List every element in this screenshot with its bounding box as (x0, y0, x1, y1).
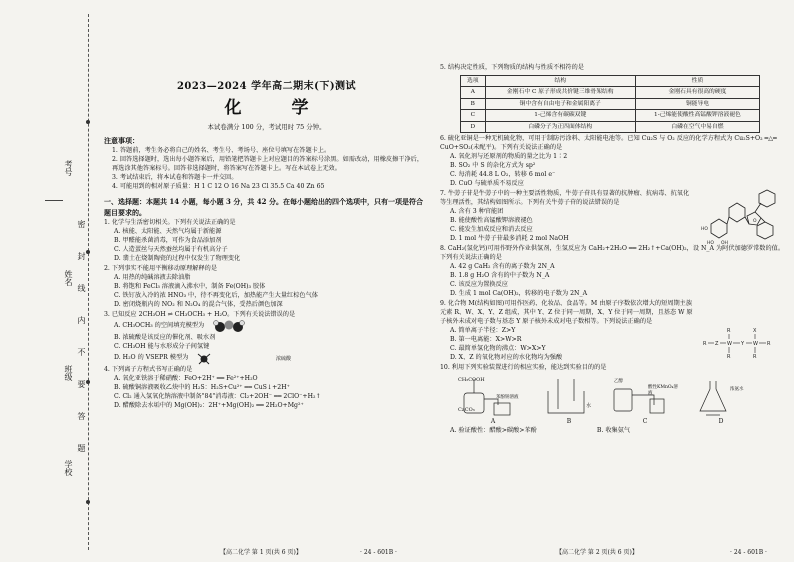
svg-text:HO: HO (707, 240, 714, 246)
ethanol-label: 乙醇 (614, 378, 623, 384)
option: A. 含有 3 种官能团 (450, 207, 504, 215)
apparatus-d (686, 375, 756, 427)
ch3cooh-label: CH₃COOH (458, 376, 485, 383)
space-filling-model-icon (212, 320, 246, 333)
option: B. 甲醛能杀菌消毒，可作为食品添加剂 (114, 236, 222, 244)
option: C. 该反应为置换反应 (450, 280, 508, 288)
seal-dot (86, 250, 90, 254)
option-row (440, 427, 785, 436)
table-row (461, 110, 760, 121)
seal-dot (86, 500, 90, 504)
seal-dot (86, 380, 90, 384)
option: A. 氧化亚铁溶于稀硝酸：FeO+2H⁺ ══ Fe²⁺+H₂O (114, 374, 258, 382)
option: A. 用热的纯碱溶液去除油脂 (114, 273, 191, 281)
right-column (440, 64, 785, 436)
subject-title: 化 学 (224, 97, 331, 118)
phenol-label: 苯酚钠溶液 (496, 394, 519, 400)
exam-no-label: 考号 (64, 160, 73, 176)
question-stem: 7. 牛蒡子苷是牛蒡子中的一种主要活性物质，牛蒡子苷具有显著的抗肿瘤、抗病毒、抗氧化等生理活性，其结构如图所示。下列有关牛蒡子苷的说法错误的是 (440, 189, 690, 206)
option: C. Cl₂ 通入氢氧化钠溶液中制备"84"消毒液：Cl₂+2OH⁻ ══ 2ClO⁻+H₂↑ (114, 392, 321, 400)
option: C. 最简单氢化物的沸点：W>X>Y (450, 344, 546, 352)
nh3-label: 浓氨水 (730, 386, 744, 392)
option: B. 收集氨气 (596, 426, 631, 434)
notes-item: 1. 答题前，考生务必将自己的姓名、考生号、考场号、座位号填写在答题卡上。 (112, 146, 331, 154)
option: A. 氧化剂与还原剂的物质的量之比为 1∶2 (450, 152, 568, 160)
structure-table (460, 75, 760, 133)
question-8 (440, 245, 785, 299)
option: A. 验证酸性：醋酸>碳酸>苯酚 (450, 426, 537, 434)
question-stem: 9. 化合物 M(结构如图)可用作医药、化妆品、食品等。M 由原子序数依次增大的短周期主族元素 R、W、X、Y、Z 组成，其中 Y、Z 位于同一周期，X、Y 位于同一周期，且基态 W 原子核外未成对电子数与基态 Y 原子核外未成对电子数相等。下列说法正确的是 (440, 299, 693, 325)
apparatus-c (610, 375, 680, 427)
beaker-icon (534, 375, 604, 419)
question-7 (440, 190, 785, 244)
question-stem: 5. 结构决定性质，下列物质的结构与性质不相符的是 (440, 64, 584, 71)
question-1 (104, 219, 429, 264)
option: D. 翡土在烧制陶瓷的过程中仅发生了物理变化 (114, 254, 241, 262)
question-stem: 1. 化学与生活密切相关。下列有关说法正确的是 (104, 218, 236, 226)
table-cell: A (461, 87, 486, 98)
footer-right-code: · 24 - 601B · (730, 549, 767, 556)
table-row (461, 121, 760, 132)
apparatus-c-label: C (642, 417, 648, 425)
footer-left-code: · 24 - 601B · (360, 549, 397, 556)
question-5 (440, 64, 785, 133)
notes-item: 2. 回答选择题时，选出每小题答案后，用铅笔把答题卡上对应题目的答案标号涂黑。如需改动，用橡皮擦干净后，再选涂其他答案标号。回答非选择题时，将答案写在答题卡上。写在本试卷上无效。 (112, 155, 424, 172)
table-cell: 1-己烯能使酸性高锰酸钾溶液褪色 (635, 110, 759, 121)
option: C. 每消耗 44.8 L O₂，转移 6 mol e⁻ (450, 170, 556, 178)
svg-text:R: R (727, 327, 731, 334)
question-stem: 4. 下列离子方程式书写正确的是 (104, 365, 193, 373)
apparatus-b (534, 375, 604, 427)
question-2 (104, 265, 429, 310)
binding-strip (0, 0, 98, 562)
option: C. 铁钉放入冷的浓 HNO₃ 中，待不再变化后，加热能产生大量红棕色气体 (114, 291, 318, 299)
exam-no-blank (45, 200, 63, 201)
score-time: 本试卷满分 100 分，考试用时 75 分钟。 (207, 123, 326, 132)
seal-word: 题 (77, 444, 86, 452)
svg-text:W: W (727, 340, 732, 347)
question-10 (440, 364, 785, 436)
seal-dot (86, 120, 90, 124)
svg-text:R: R (753, 353, 757, 360)
option-row (104, 320, 429, 334)
name-label: 姓名 (64, 270, 73, 286)
option: D. H₂O 的 VSEPR 模型为 (114, 353, 189, 361)
seal-word: 内 (77, 316, 86, 324)
svg-text:Y: Y (741, 340, 745, 347)
seal-word: 线 (77, 284, 86, 292)
question-stem: 8. CaH₂(氢化钙)可用作野外作业供氢剂，生氢反应为 CaH₂+2H₂O ══ 2H₂↑+Ca(OH)₂，设 N_A 为阿伏加德罗常数的值。下列有关说法正确的是 (440, 244, 785, 261)
svg-text:Z: Z (715, 340, 719, 347)
svg-text:W: W (753, 340, 758, 347)
option: C. 能发生加成反应和消去反应 (450, 225, 533, 233)
svg-text:R: R (703, 340, 707, 347)
option: B. SO₂ 中 S 的杂化方式为 sp² (450, 161, 536, 169)
table-cell: 金刚石具有很高的硬度 (635, 87, 759, 98)
apparatus-a (458, 375, 528, 427)
seal-word: 要 (77, 380, 86, 388)
svg-text:R: R (767, 340, 771, 347)
option: D. CuO 与硫单质不易反应 (450, 179, 524, 187)
compound-m-structure-icon (701, 326, 781, 360)
option: B. 浓硫酸是该反应的催化剂、吸水剂 (114, 333, 216, 341)
table-cell: 白磷分子为正四面体结构 (485, 121, 635, 132)
svg-text:HO: HO (701, 226, 708, 232)
vsepr-model-icon (196, 352, 212, 365)
svg-text:O: O (753, 218, 757, 224)
table-header: 选项 (461, 75, 486, 86)
table-header-row (461, 75, 760, 86)
option: B. 第一电离能：X>W>R (450, 335, 522, 343)
question-6 (440, 135, 785, 189)
seal-word: 封 (77, 252, 86, 260)
caco3-label: CaCO₃ (458, 406, 475, 413)
seal-word: 不 (77, 348, 86, 356)
option: A. CH₃OCH₃ 的空间填充模型为 (114, 322, 205, 330)
option: D. 醋酸除去水垢中的 Mg(OH)₂：2H⁺+Mg(OH)₂ ══ 2H₂O+Mg²⁺ (114, 401, 304, 409)
footer-left-page: 【高二化学 第 1 页(共 6 页)】 (220, 549, 302, 556)
notes-heading: 注意事项： (104, 136, 139, 146)
question-stem: 6. 硫化亚铜是一种无机硫化物，可用于制防污涂料、太阳能电池等。已知 Cu₂S 与 O₂ 反应的化学方程式为 Cu₂S+O₂ ═△═ CuO+SO₂(未配平)。下列有关说法正确的是 (440, 134, 777, 151)
water-label: 水 (586, 402, 592, 409)
question-3 (104, 311, 429, 365)
question-4 (104, 366, 429, 411)
table-cell: 白磷在空气中易自燃 (635, 121, 759, 132)
option: D. 1 mol 牛蒡子苷最多消耗 2 mol NaOH (450, 234, 569, 242)
option: A. 简单离子半径：Z>Y (450, 326, 516, 334)
apparatus-row (458, 375, 785, 427)
option: A. 核能、太阳能、天然气均属于新能源 (114, 227, 222, 235)
seal-word: 密 (77, 220, 86, 228)
table-row (461, 98, 760, 109)
question-stem: 2. 下列事实不能用平衡移动原理解释的是 (104, 264, 218, 272)
table-row (461, 87, 760, 98)
option: D. X、Z 的氧化物对应的水化物均为强酸 (450, 353, 563, 361)
apparatus-b-label: B (566, 417, 572, 425)
school-label: 学校 (64, 460, 73, 476)
svg-text:OH: OH (721, 240, 728, 246)
flask-heating-icon (686, 375, 756, 419)
seal-word: 答 (77, 412, 86, 420)
table-header: 结构 (485, 75, 635, 86)
table-cell: 1-己烯含有碳碳双键 (485, 110, 635, 121)
question-9 (440, 300, 785, 363)
table-cell: D (461, 121, 486, 132)
option: B. 将饱和 FeCl₃ 溶液滴入沸水中，制备 Fe(OH)₃ 胶体 (114, 282, 266, 290)
apparatus-a-label: A (490, 417, 496, 425)
notes-item: 4. 可能用到的相对原子质量：H 1 C 12 O 16 Na 23 Cl 35.5 Ca 40 Zn 65 (112, 182, 325, 190)
table-cell: 金刚石中 C 原子形成共价键三维骨架结构 (485, 87, 635, 98)
table-cell: 铜中含有自由电子和金属阳离子 (485, 98, 635, 109)
table-cell: 铜能导电 (635, 98, 759, 109)
option: D. 生成 1 mol Ca(OH)₂，转移的电子数为 2N_A (450, 289, 588, 297)
exam-title: 2023—2024 学年高二期末(下)测试 (176, 81, 357, 92)
notes-item: 3. 考试结束后，将本试卷和答题卡一并交回。 (112, 173, 238, 181)
option: D. 密闭烧瓶内的 NO₂ 和 N₂O₄ 的混合气体，受热后颜色加深 (114, 300, 283, 308)
option: C. CH₃OH 能与水形成分子间氢键 (114, 342, 210, 350)
question-stem: 10. 利用下列实验装置进行的相应实验，能达到实验目的的是 (440, 363, 607, 371)
question-stem: 3. 已知反应 2CH₃OH ⇌ CH₃OCH₃ + H₂O。下列有关说法错误的是 (104, 310, 296, 318)
kmno4-label: 酸性KMnO₄溶液 (648, 384, 678, 397)
section-heading: 一、选择题：本题共 14 小题，每小题 3 分，共 42 分。在每小题给出的四个选项中，只有一项是符合题目要求的。 (104, 197, 423, 217)
seal-line (88, 14, 89, 550)
table-cell: C (461, 110, 486, 121)
table-header: 性质 (635, 75, 759, 86)
class-label: 班级 (64, 365, 73, 381)
svg-text:R: R (727, 353, 731, 360)
reaction-condition: 浓硫酸 (276, 356, 292, 362)
footer-right-page: 【高二化学 第 2 页(共 6 页)】 (556, 549, 638, 556)
table-cell: B (461, 98, 486, 109)
option: B. 1.8 g H₂O 含有的中子数为 N_A (450, 271, 550, 279)
option: C. 人造蛋丝与天然蚕丝均属于有机高分子 (114, 245, 228, 253)
arctiin-structure-icon (699, 186, 781, 248)
left-column (104, 0, 429, 410)
apparatus-d-label: D (718, 417, 724, 425)
option: B. 能使酸性高锰酸钾溶液褪色 (450, 216, 533, 224)
option: A. 42 g CaH₂ 含有的离子数为 2N_A (450, 262, 555, 270)
svg-text:X: X (753, 327, 757, 334)
option-row (104, 352, 429, 365)
option: B. 硫酸铜溶液吸收乙炔中的 H₂S：H₂S+Cu²⁺ ══ CuS↓+2H⁺ (114, 383, 290, 391)
